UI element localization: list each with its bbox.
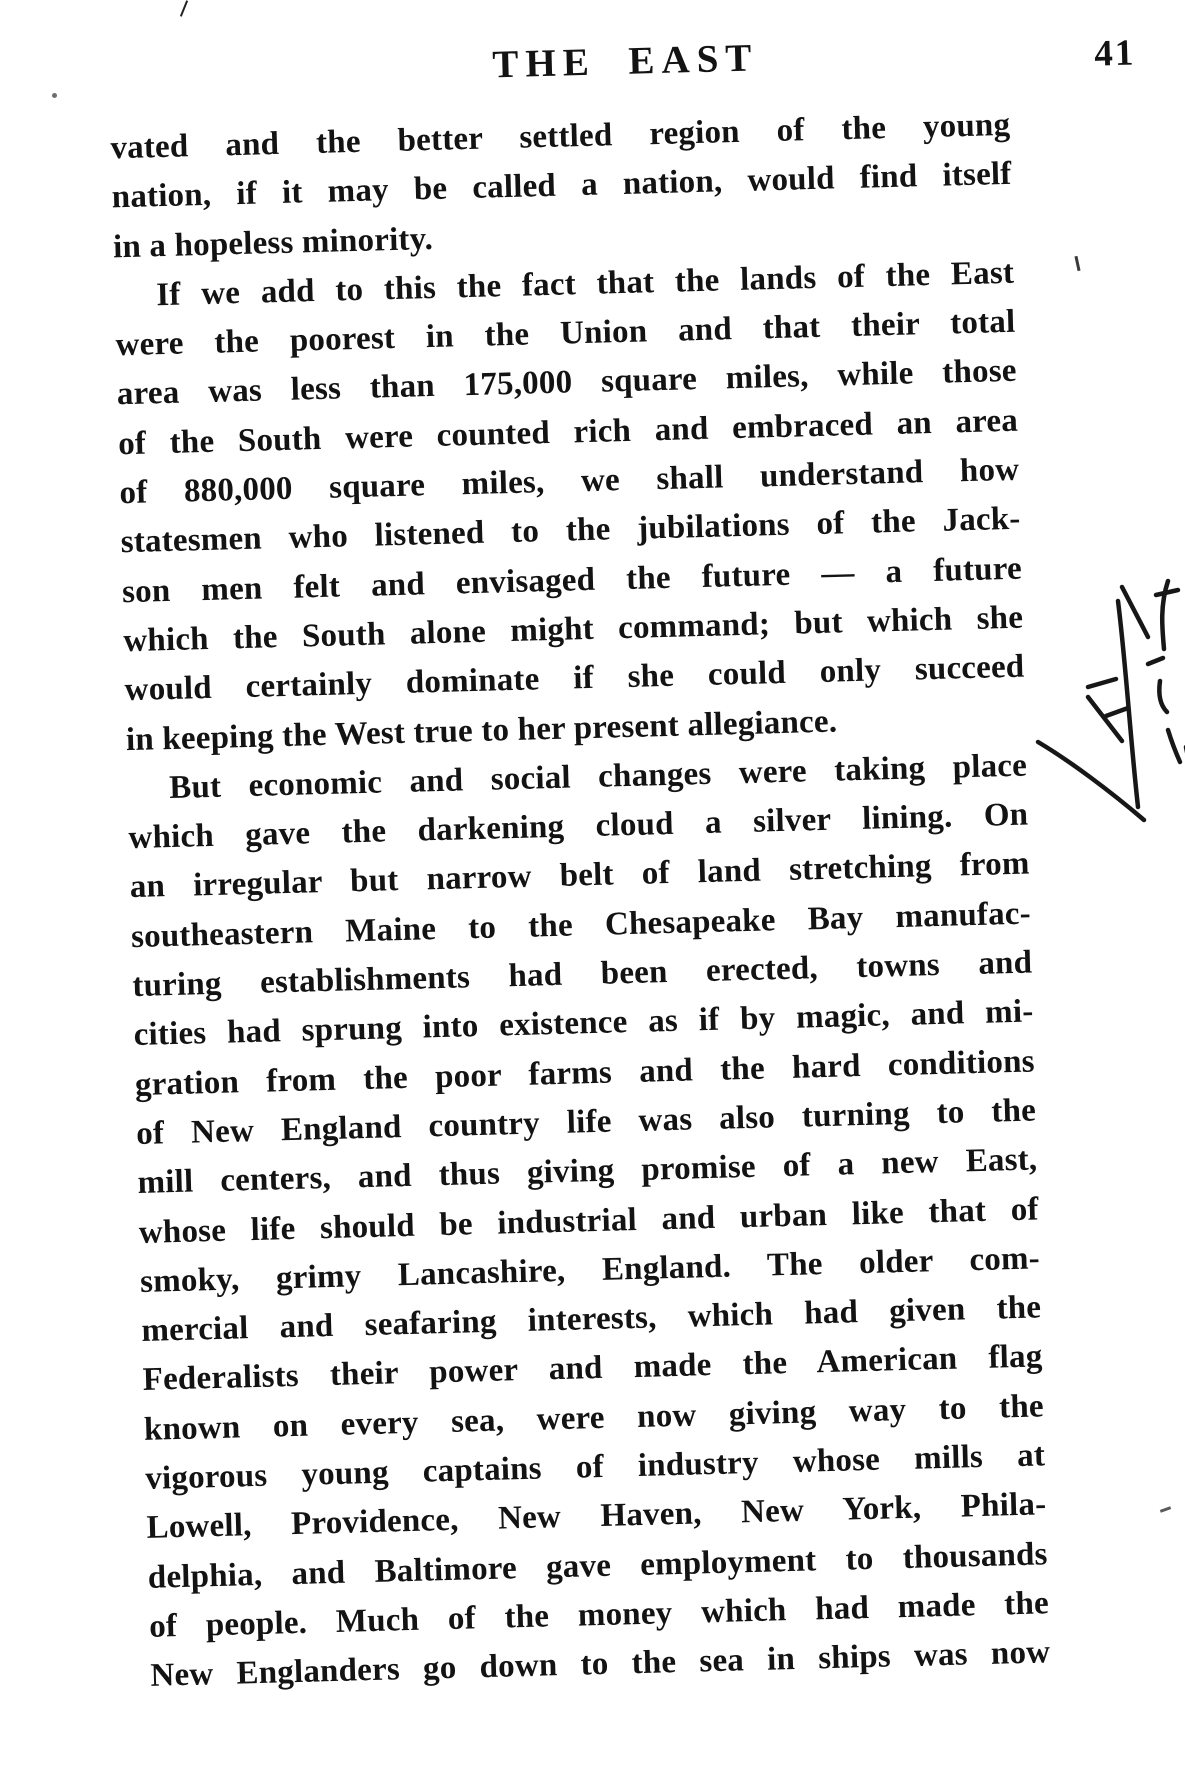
- text-line: of people. Much of the money which had made the: [148, 1585, 1050, 1645]
- text-line: nation, if it may be called a nation, would find itself: [111, 156, 1012, 216]
- text-line: vated and the better settled region of the young: [110, 106, 1011, 167]
- text-line: mill centers, and thus giving promise of a new East,: [137, 1141, 1038, 1202]
- text-line: would certainly dominate if she could only succeed: [124, 648, 1025, 709]
- text-line: cities had sprung into existence as if by magic, and mi-: [133, 993, 1034, 1054]
- text-line: vigorous young captains of industry whose mills at: [144, 1437, 1046, 1497]
- body-text: [110, 101, 1051, 1702]
- text-line: an irregular but narrow belt of land stretching from: [129, 846, 1030, 906]
- text-line: which gave the darkening cloud a silver lining. On: [128, 796, 1029, 857]
- text-line: were the poorest in the Union and that their total: [115, 303, 1016, 364]
- text-line: in keeping the West true to her present allegiance.: [125, 703, 838, 758]
- text-line: smoky, grimy Lancashire, England. The older com-: [139, 1240, 1041, 1300]
- text-line: southeastern Maine to the Chesapeake Bay manufac-: [130, 895, 1032, 955]
- text-line: statesmen who listened to the jubilations of the Jack-: [120, 501, 1021, 561]
- text-line: Lowell, Providence, New Haven, New York, Phila-: [146, 1486, 1047, 1547]
- page-title: THE EAST: [491, 36, 759, 87]
- page-number: 41: [1093, 32, 1136, 75]
- text-line: But economic and social changes were taking place: [168, 747, 1028, 806]
- text-line: area was less than 175,000 square miles, while those: [116, 353, 1018, 413]
- handwritten-margin-marks: [1010, 565, 1185, 865]
- text-line: of New England country life was also turning to the: [135, 1092, 1037, 1152]
- text-line: known on every sea, were now giving way to the: [143, 1388, 1045, 1448]
- text-line: Federalists their power and made the American flag: [142, 1338, 1043, 1399]
- text-line: son men felt and envisaged the future — a future: [121, 550, 1023, 610]
- text-line: delphia, and Baltimore gave employment to thousands: [147, 1535, 1049, 1596]
- text-line: which the South alone might command; but which she: [122, 599, 1024, 660]
- text-line: turing establishments had been erected, towns and: [131, 944, 1033, 1005]
- text-line: whose life should be industrial and urban like that of: [138, 1190, 1040, 1251]
- text-line: of the South were counted rich and embraced an area: [117, 402, 1019, 463]
- text-line: If we add to this the fact that the lands of the East: [155, 254, 1015, 314]
- stray-dot-left: [52, 93, 57, 98]
- text-line: New Englanders go down to the sea in ships was now: [150, 1634, 1051, 1695]
- text-line: of 880,000 square miles, we shall understand how: [119, 451, 1020, 512]
- text-line: mercial and seafaring interests, which had given the: [140, 1289, 1042, 1350]
- text-line: gration from the poor farms and the hard conditions: [134, 1043, 1036, 1103]
- text-line: in a hopeless minority.: [112, 220, 434, 265]
